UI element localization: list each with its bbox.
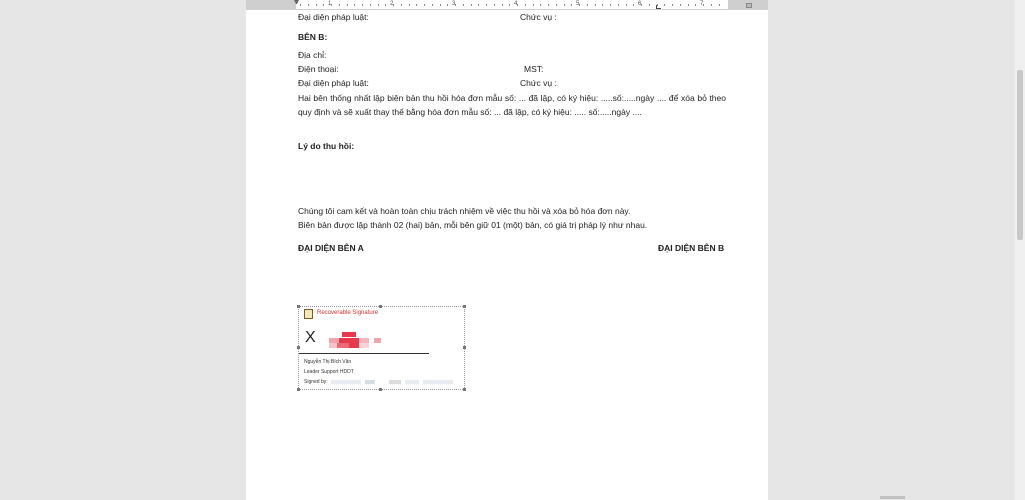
ruler-tick	[478, 4, 479, 6]
ruler-tick	[347, 4, 348, 6]
ruler-tick	[657, 4, 658, 6]
ruler-tick	[680, 4, 681, 6]
ruler-tick	[719, 4, 720, 6]
resize-handle[interactable]	[379, 388, 382, 391]
address-label: Địa chỉ:	[298, 50, 327, 60]
ruler-tick	[517, 4, 518, 6]
ruler-number: 2	[390, 1, 394, 7]
redacted-signature-block	[374, 338, 381, 343]
ruler-tick	[672, 4, 673, 6]
resize-handle[interactable]	[463, 305, 466, 308]
ruler-tick	[486, 4, 487, 6]
signature-underline	[299, 353, 429, 354]
horizontal-ruler[interactable]	[246, 0, 768, 10]
ruler-tick	[378, 4, 379, 6]
legal-rep-a-label: Đại diện pháp luật:	[298, 12, 369, 22]
signature-title: Recoverable Signature	[317, 310, 379, 316]
redacted-signer	[389, 380, 401, 384]
legal-rep-b-label: Đại diện pháp luật:	[298, 78, 369, 88]
redacted-signature-block	[337, 343, 349, 348]
redacted-signer	[423, 380, 453, 384]
ruler-tick	[362, 4, 363, 6]
ruler-tick	[626, 4, 627, 6]
ruler-tick	[416, 4, 417, 6]
ruler-number: 1	[328, 1, 332, 7]
ruler-tick	[370, 4, 371, 6]
agreement-paragraph: Hai bên thống nhất lập biên bản thu hồi hóa đơn mẫu số: ... đã lập, có ký hiệu: .....số:.....ngày .... để xóa bỏ theo quy định và sẽ xuất thay thế bằng hóa đơn mẫu số: ... đã lập, có ký hiệu: ..... số:.....ngày ....	[298, 93, 726, 117]
representative-a: ĐẠI DIỆN BÊN A	[298, 243, 364, 253]
ruler-tick	[502, 4, 503, 6]
party-b-heading: BÊN B:	[298, 32, 328, 42]
ruler-tick	[440, 4, 441, 6]
ruler-tick	[525, 4, 526, 6]
redacted-signature-block	[342, 332, 356, 337]
resize-handle[interactable]	[297, 305, 300, 308]
ruler-tick	[463, 4, 464, 6]
ruler-tick	[579, 4, 580, 6]
ruler-tick	[331, 4, 332, 6]
ruler-tick	[323, 4, 324, 6]
ruler-tick	[316, 4, 317, 6]
signer-name: Nguyễn Thị Bích Vân	[304, 359, 352, 365]
ruler-tick	[649, 4, 650, 6]
ruler-tick	[548, 4, 549, 6]
redacted-signature-block	[359, 343, 369, 348]
signer-role: Leader Support HDDT	[304, 369, 354, 375]
ruler-number: 4	[514, 1, 518, 7]
ruler-tick	[385, 4, 386, 6]
commitment-line-1: Chúng tôi cam kết và hoàn toàn chịu trách nhiệm về việc thu hồi và xóa bỏ hóa đơn này.	[298, 206, 631, 216]
ruler-number: 3	[452, 1, 456, 7]
position-a-label: Chức vụ :	[520, 12, 557, 22]
ruler-tick	[610, 4, 611, 6]
scrollbar-thumb[interactable]	[1017, 70, 1023, 240]
tax-code-label: MST:	[524, 64, 544, 74]
ruler-tick	[339, 4, 340, 6]
ruler-tick	[595, 4, 596, 6]
resize-handle[interactable]	[463, 388, 466, 391]
ruler-tick	[393, 4, 394, 6]
ruler-number: 6	[638, 1, 642, 7]
ruler-tick	[409, 4, 410, 6]
ruler-tick	[300, 4, 301, 6]
resize-handle[interactable]	[297, 388, 300, 391]
ruler-tick	[447, 4, 448, 6]
right-indent-marker-icon[interactable]	[746, 3, 752, 8]
commitment-line-2: Biên bản được lập thành 02 (hai) bản, mỗi bên giữ 01 (một) bản, có giá trị pháp lý như nhau.	[298, 220, 648, 230]
ruler-tick	[587, 4, 588, 6]
ruler-tick	[308, 4, 309, 6]
vertical-scrollbar[interactable]	[1015, 0, 1025, 500]
ruler-tick	[695, 4, 696, 6]
redacted-signer	[365, 380, 375, 384]
signed-by-label: Signed by:	[304, 379, 328, 385]
ruler-tick	[401, 4, 402, 6]
ruler-tick	[432, 4, 433, 6]
ruler-number: 5	[576, 1, 580, 7]
ruler-tick	[618, 4, 619, 6]
horizontal-scroll-indicator[interactable]	[880, 496, 905, 499]
ruler-left-margin	[246, 0, 296, 9]
signature-x-mark: X	[305, 329, 316, 346]
ruler-tick	[633, 4, 634, 6]
ruler-tick	[424, 4, 425, 6]
ruler-tick	[494, 4, 495, 6]
ruler-tick	[703, 4, 704, 6]
ruler-number: 7	[700, 1, 704, 7]
redacted-signer	[331, 380, 361, 384]
reason-heading: Lý do thu hồi:	[298, 141, 355, 151]
representative-b: ĐẠI DIỆN BÊN B	[658, 243, 725, 253]
resize-handle[interactable]	[463, 346, 466, 349]
redacted-signature-block	[329, 343, 337, 348]
ruler-tick	[688, 4, 689, 6]
ruler-tick	[641, 4, 642, 6]
resize-handle[interactable]	[379, 305, 382, 308]
ruler-tick	[540, 4, 541, 6]
signature-line-icon	[304, 309, 313, 319]
signature-block[interactable]	[298, 306, 465, 390]
ruler-tick	[471, 4, 472, 6]
ruler-tick	[455, 4, 456, 6]
ruler-tick	[664, 4, 665, 6]
ruler-tick	[556, 4, 557, 6]
resize-handle[interactable]	[297, 346, 300, 349]
ruler-tick	[533, 4, 534, 6]
redacted-signature-block	[349, 343, 359, 348]
ruler-tick	[711, 4, 712, 6]
ruler-tick	[564, 4, 565, 6]
document-page[interactable]	[246, 10, 768, 500]
redacted-signer	[405, 380, 419, 384]
phone-label: Điện thoại:	[298, 64, 339, 74]
position-b-label: Chức vụ :	[520, 78, 557, 88]
indent-marker-icon[interactable]	[294, 0, 299, 5]
ruler-tick	[571, 4, 572, 6]
ruler-tick	[354, 4, 355, 6]
ruler-tick	[509, 4, 510, 6]
ruler-tick	[602, 4, 603, 6]
